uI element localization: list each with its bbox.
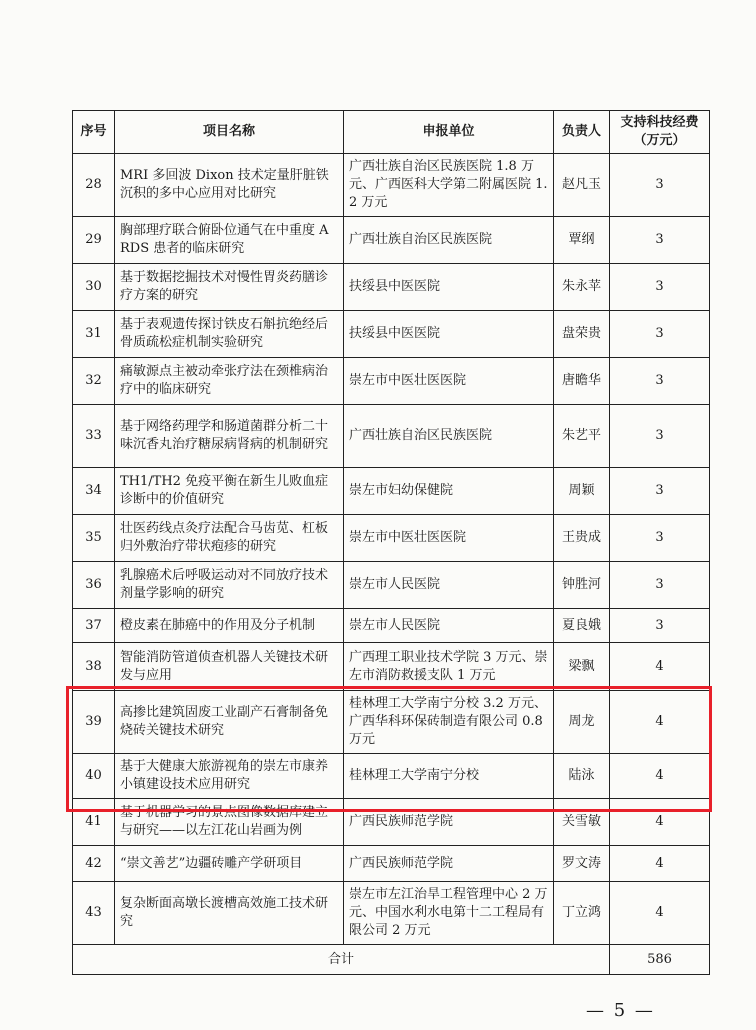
table-header-row (73, 111, 710, 154)
applicant-unit: 扶绥县中医医院 (344, 311, 554, 358)
person-in-charge: 钟胜河 (554, 562, 610, 609)
row-no: 28 (73, 154, 115, 217)
fund-amount: 4 (610, 882, 710, 945)
table-row (73, 358, 710, 405)
project-name: MRI 多回波 Dixon 技术定量肝脏铁沉积的多中心应用对比研究 (115, 154, 344, 217)
table-row (73, 691, 710, 754)
header-person: 负责人 (554, 111, 610, 154)
fund-amount: 3 (610, 154, 710, 217)
person-in-charge: 赵凡玉 (554, 154, 610, 217)
project-name: 智能消防管道侦查机器人关键技术研发与应用 (115, 643, 344, 691)
row-no: 42 (73, 846, 115, 882)
applicant-unit: 崇左市人民医院 (344, 609, 554, 643)
fund-amount: 3 (610, 217, 710, 264)
table-row (73, 882, 710, 945)
project-name: 痛敏源点主被动牵张疗法在颈椎病治疗中的临床研究 (115, 358, 344, 405)
project-name: TH1/TH2 免疫平衡在新生儿败血症诊断中的价值研究 (115, 468, 344, 515)
person-in-charge: 关雪敏 (554, 799, 610, 846)
row-no: 38 (73, 643, 115, 691)
table-row (73, 562, 710, 609)
person-in-charge: 丁立鸿 (554, 882, 610, 945)
header-unit: 申报单位 (344, 111, 554, 154)
project-name: 基于机器学习的景点图像数据库建立与研究——以左江花山岩画为例 (115, 799, 344, 846)
row-no: 32 (73, 358, 115, 405)
project-name: “崇文善艺”边疆砖雕产学研项目 (115, 846, 344, 882)
project-name: 橙皮素在肺癌中的作用及分子机制 (115, 609, 344, 643)
row-no: 30 (73, 264, 115, 311)
row-no: 39 (73, 691, 115, 754)
table-row (73, 405, 710, 468)
row-no: 29 (73, 217, 115, 264)
applicant-unit: 桂林理工大学南宁分校 (344, 754, 554, 799)
fund-amount: 4 (610, 846, 710, 882)
applicant-unit: 桂林理工大学南宁分校 3.2 万元、广西华科环保砖制造有限公司 0.8 万元 (344, 691, 554, 754)
project-name: 高掺比建筑固废工业副产石膏制备免烧砖关键技术研究 (115, 691, 344, 754)
fund-amount: 4 (610, 643, 710, 691)
person-in-charge: 周颖 (554, 468, 610, 515)
person-in-charge: 唐瞻华 (554, 358, 610, 405)
applicant-unit: 广西壮族自治区民族医院 (344, 405, 554, 468)
fund-amount: 3 (610, 311, 710, 358)
person-in-charge: 罗文涛 (554, 846, 610, 882)
applicant-unit: 崇左市中医壮医医院 (344, 515, 554, 562)
table-row (73, 217, 710, 264)
table-row (73, 154, 710, 217)
project-name: 壮医药线点灸疗法配合马齿苋、杠板归外敷治疗带状疱疹的研究 (115, 515, 344, 562)
row-no: 34 (73, 468, 115, 515)
fund-amount: 3 (610, 264, 710, 311)
applicant-unit: 广西民族师范学院 (344, 846, 554, 882)
person-in-charge: 王贵成 (554, 515, 610, 562)
applicant-unit: 崇左市中医壮医医院 (344, 358, 554, 405)
table-row (73, 609, 710, 643)
row-no: 37 (73, 609, 115, 643)
applicant-unit: 广西壮族自治区民族医院 1.8 万元、广西医科大学第二附属医院 1.2 万元 (344, 154, 554, 217)
project-name: 基于表观遗传探讨铁皮石斛抗绝经后骨质疏松症机制实验研究 (115, 311, 344, 358)
table-row (73, 643, 710, 691)
table-row (73, 311, 710, 358)
project-name: 基于数据挖掘技术对慢性胃炎药膳诊疗方案的研究 (115, 264, 344, 311)
applicant-unit: 广西壮族自治区民族医院 (344, 217, 554, 264)
fund-amount: 3 (610, 609, 710, 643)
row-no: 40 (73, 754, 115, 799)
row-no: 31 (73, 311, 115, 358)
header-fund: 支持科技经费（万元） (610, 111, 710, 154)
fund-amount: 4 (610, 754, 710, 799)
row-no: 33 (73, 405, 115, 468)
header-name: 项目名称 (115, 111, 344, 154)
table-row (73, 754, 710, 799)
table-row (73, 799, 710, 846)
fund-amount: 3 (610, 468, 710, 515)
applicant-unit: 崇左市左江治旱工程管理中心 2 万元、中国水利水电第十二工程局有限公司 2 万元 (344, 882, 554, 945)
applicant-unit: 广西理工职业技术学院 3 万元、崇左市消防救援支队 1 万元 (344, 643, 554, 691)
project-name: 胸部理疗联合俯卧位通气在中重度 ARDS 患者的临床研究 (115, 217, 344, 264)
applicant-unit: 广西民族师范学院 (344, 799, 554, 846)
applicant-unit: 崇左市妇幼保健院 (344, 468, 554, 515)
person-in-charge: 覃纲 (554, 217, 610, 264)
person-in-charge: 陆泳 (554, 754, 610, 799)
project-name: 基于网络药理学和肠道菌群分析二十味沉香丸治疗糖尿病肾病的机制研究 (115, 405, 344, 468)
total-value: 586 (610, 945, 710, 975)
table-row (73, 468, 710, 515)
fund-amount: 4 (610, 691, 710, 754)
fund-amount: 3 (610, 405, 710, 468)
fund-amount: 3 (610, 358, 710, 405)
funding-table (72, 110, 710, 975)
row-no: 35 (73, 515, 115, 562)
person-in-charge: 朱永苹 (554, 264, 610, 311)
applicant-unit: 扶绥县中医医院 (344, 264, 554, 311)
person-in-charge: 盘荣贵 (554, 311, 610, 358)
applicant-unit: 崇左市人民医院 (344, 562, 554, 609)
row-no: 41 (73, 799, 115, 846)
table-row (73, 515, 710, 562)
project-name: 乳腺癌术后呼吸运动对不同放疗技术剂量学影响的研究 (115, 562, 344, 609)
person-in-charge: 周龙 (554, 691, 610, 754)
person-in-charge: 朱艺平 (554, 405, 610, 468)
project-name: 复杂断面高墩长渡槽高效施工技术研究 (115, 882, 344, 945)
project-name: 基于大健康大旅游视角的崇左市康养小镇建设技术应用研究 (115, 754, 344, 799)
header-no: 序号 (73, 111, 115, 154)
fund-amount: 3 (610, 515, 710, 562)
total-label: 合计 (73, 945, 610, 975)
fund-amount: 3 (610, 562, 710, 609)
table-row (73, 264, 710, 311)
person-in-charge: 梁飘 (554, 643, 610, 691)
page-number: — 5 — (586, 1000, 655, 1021)
fund-amount: 4 (610, 799, 710, 846)
total-row (73, 945, 710, 975)
row-no: 36 (73, 562, 115, 609)
person-in-charge: 夏良娥 (554, 609, 610, 643)
row-no: 43 (73, 882, 115, 945)
table-row (73, 846, 710, 882)
